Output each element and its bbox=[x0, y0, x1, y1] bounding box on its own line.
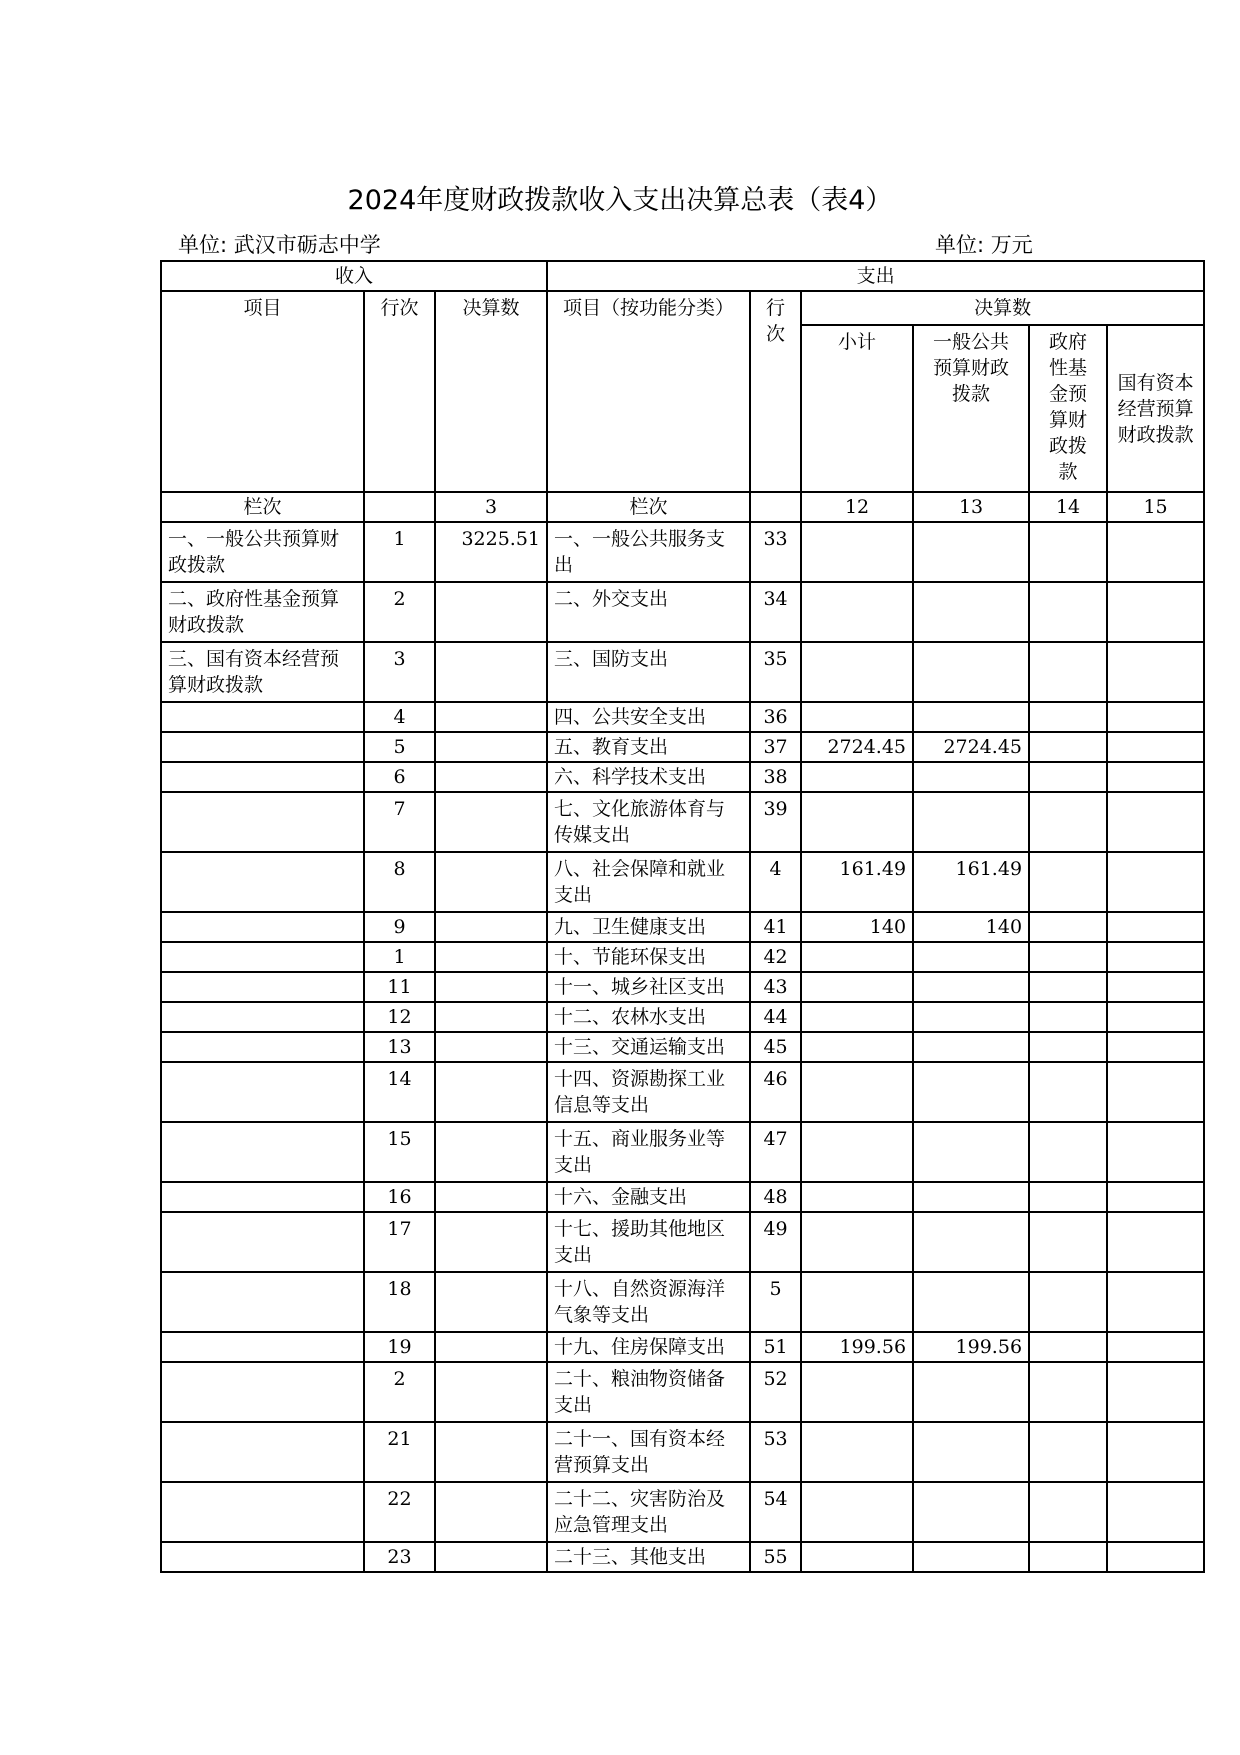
expense-general-budget bbox=[913, 762, 1029, 792]
expense-state-capital bbox=[1107, 1182, 1204, 1212]
expense-general-budget bbox=[913, 1002, 1029, 1032]
table-row bbox=[161, 1122, 1204, 1182]
income-item bbox=[161, 732, 364, 762]
expense-state-capital bbox=[1107, 972, 1204, 1002]
expense-row-no: 33 bbox=[750, 522, 801, 582]
expense-item: 八、社会保障和就业支出 bbox=[547, 852, 750, 912]
expense-general-budget bbox=[913, 1482, 1029, 1542]
expense-item: 四、公共安全支出 bbox=[547, 702, 750, 732]
expense-state-capital bbox=[1107, 732, 1204, 762]
subtotal-header: 小计 bbox=[801, 325, 913, 492]
table-row bbox=[161, 1422, 1204, 1482]
expense-general-budget bbox=[913, 642, 1029, 702]
table-row bbox=[161, 522, 1204, 582]
table-header bbox=[161, 261, 1204, 522]
expense-state-capital bbox=[1107, 1062, 1204, 1122]
expense-state-capital bbox=[1107, 1362, 1204, 1422]
expense-item: 十四、资源勘探工业信息等支出 bbox=[547, 1062, 750, 1122]
expense-item: 三、国防支出 bbox=[547, 642, 750, 702]
expense-general-budget: 2724.45 bbox=[913, 732, 1029, 762]
general-budget-header: 一般公共预算财政拨款 bbox=[913, 325, 1029, 492]
expense-row-no: 37 bbox=[750, 732, 801, 762]
expense-subtotal bbox=[801, 1122, 913, 1182]
table-row bbox=[161, 1182, 1204, 1212]
expense-row-no: 38 bbox=[750, 762, 801, 792]
income-item bbox=[161, 972, 364, 1002]
expense-row-no: 51 bbox=[750, 1332, 801, 1362]
expense-general-budget bbox=[913, 1182, 1029, 1212]
expense-item-header: 项目（按功能分类） bbox=[547, 291, 750, 492]
expense-general-budget bbox=[913, 1422, 1029, 1482]
income-row-no: 9 bbox=[364, 912, 435, 942]
income-item bbox=[161, 1062, 364, 1122]
expense-general-budget: 199.56 bbox=[913, 1332, 1029, 1362]
income-item bbox=[161, 912, 364, 942]
income-amount bbox=[435, 1122, 547, 1182]
income-row-no: 11 bbox=[364, 972, 435, 1002]
expense-general-budget bbox=[913, 1542, 1029, 1572]
table-row bbox=[161, 702, 1204, 732]
expense-item: 十七、援助其他地区支出 bbox=[547, 1212, 750, 1272]
expense-item: 十三、交通运输支出 bbox=[547, 1032, 750, 1062]
expense-general-budget: 161.49 bbox=[913, 852, 1029, 912]
expense-row-no: 55 bbox=[750, 1542, 801, 1572]
income-amount bbox=[435, 642, 547, 702]
expense-item: 九、卫生健康支出 bbox=[547, 912, 750, 942]
income-item bbox=[161, 1002, 364, 1032]
state-capital-header: 国有资本经营预算财政拨款 bbox=[1107, 325, 1204, 492]
expense-section-header: 支出 bbox=[547, 261, 1204, 291]
expense-row-no: 49 bbox=[750, 1212, 801, 1272]
expense-state-capital bbox=[1107, 762, 1204, 792]
table-row bbox=[161, 582, 1204, 642]
expense-item: 十六、金融支出 bbox=[547, 1182, 750, 1212]
expense-state-capital bbox=[1107, 912, 1204, 942]
expense-general-budget bbox=[913, 1212, 1029, 1272]
expense-subtotal bbox=[801, 522, 913, 582]
income-item-header: 项目 bbox=[161, 291, 364, 492]
income-item bbox=[161, 702, 364, 732]
expense-subtotal: 2724.45 bbox=[801, 732, 913, 762]
table-row bbox=[161, 942, 1204, 972]
expense-amount-header: 决算数 bbox=[801, 291, 1204, 325]
income-amount: 3225.51 bbox=[435, 522, 547, 582]
income-item bbox=[161, 762, 364, 792]
expense-item: 七、文化旅游体育与传媒支出 bbox=[547, 792, 750, 852]
expense-subtotal bbox=[801, 942, 913, 972]
table-row bbox=[161, 1362, 1204, 1422]
expense-gov-fund bbox=[1029, 1362, 1107, 1422]
table-row bbox=[161, 1482, 1204, 1542]
income-row-no: 5 bbox=[364, 732, 435, 762]
expense-row-no: 42 bbox=[750, 942, 801, 972]
unit-organization: 单位: 武汉市砺志中学 bbox=[178, 233, 381, 257]
table-row bbox=[161, 1272, 1204, 1332]
expense-gov-fund bbox=[1029, 1062, 1107, 1122]
income-row-no: 2 bbox=[364, 1362, 435, 1422]
income-row-no: 23 bbox=[364, 1542, 435, 1572]
expense-row-no: 54 bbox=[750, 1482, 801, 1542]
expense-item: 二十三、其他支出 bbox=[547, 1542, 750, 1572]
expense-item: 二十一、国有资本经营预算支出 bbox=[547, 1422, 750, 1482]
income-amount bbox=[435, 1272, 547, 1332]
expense-row-no: 53 bbox=[750, 1422, 801, 1482]
expense-subtotal bbox=[801, 1032, 913, 1062]
expense-general-budget: 140 bbox=[913, 912, 1029, 942]
income-row-no: 14 bbox=[364, 1062, 435, 1122]
expense-general-budget bbox=[913, 522, 1029, 582]
expense-state-capital bbox=[1107, 1122, 1204, 1182]
expense-row-no: 39 bbox=[750, 792, 801, 852]
expense-row-no: 52 bbox=[750, 1362, 801, 1422]
expense-gov-fund bbox=[1029, 1422, 1107, 1482]
table-row bbox=[161, 1062, 1204, 1122]
table-row bbox=[161, 912, 1204, 942]
income-row-no: 17 bbox=[364, 1212, 435, 1272]
income-row-no: 12 bbox=[364, 1002, 435, 1032]
expense-row-no: 46 bbox=[750, 1062, 801, 1122]
income-row-no: 2 bbox=[364, 582, 435, 642]
expense-gov-fund bbox=[1029, 1032, 1107, 1062]
expense-subtotal bbox=[801, 702, 913, 732]
expense-item: 十一、城乡社区支出 bbox=[547, 972, 750, 1002]
expense-gov-fund bbox=[1029, 1482, 1107, 1542]
col-number-empty bbox=[364, 492, 435, 522]
income-amount bbox=[435, 1332, 547, 1362]
expense-gov-fund bbox=[1029, 1332, 1107, 1362]
income-amount bbox=[435, 582, 547, 642]
income-row-no: 21 bbox=[364, 1422, 435, 1482]
expense-state-capital bbox=[1107, 1212, 1204, 1272]
expense-item: 五、教育支出 bbox=[547, 732, 750, 762]
expense-gov-fund bbox=[1029, 1002, 1107, 1032]
expense-item: 十二、农林水支出 bbox=[547, 1002, 750, 1032]
col-number-exp-empty bbox=[750, 492, 801, 522]
expense-row-no: 43 bbox=[750, 972, 801, 1002]
income-row-no: 15 bbox=[364, 1122, 435, 1182]
expense-gov-fund bbox=[1029, 1272, 1107, 1332]
expense-state-capital bbox=[1107, 1272, 1204, 1332]
expense-gov-fund bbox=[1029, 972, 1107, 1002]
expense-gov-fund bbox=[1029, 762, 1107, 792]
expense-item: 六、科学技术支出 bbox=[547, 762, 750, 792]
expense-row-no: 4 bbox=[750, 852, 801, 912]
expense-item: 二十二、灾害防治及应急管理支出 bbox=[547, 1482, 750, 1542]
expense-gov-fund bbox=[1029, 792, 1107, 852]
income-item bbox=[161, 1272, 364, 1332]
table-row bbox=[161, 1332, 1204, 1362]
table-row bbox=[161, 972, 1204, 1002]
income-amount bbox=[435, 852, 547, 912]
expense-general-budget bbox=[913, 1362, 1029, 1422]
col-number-subtotal: 12 bbox=[801, 492, 913, 522]
expense-subtotal bbox=[801, 582, 913, 642]
expense-gov-fund bbox=[1029, 1542, 1107, 1572]
expense-state-capital bbox=[1107, 522, 1204, 582]
expense-subtotal bbox=[801, 972, 913, 1002]
col-number-label: 栏次 bbox=[161, 492, 364, 522]
income-item bbox=[161, 1032, 364, 1062]
expense-general-budget bbox=[913, 582, 1029, 642]
expense-row-no: 5 bbox=[750, 1272, 801, 1332]
expense-state-capital bbox=[1107, 792, 1204, 852]
expense-gov-fund bbox=[1029, 912, 1107, 942]
table-row bbox=[161, 1002, 1204, 1032]
income-amount bbox=[435, 702, 547, 732]
expense-row-no: 48 bbox=[750, 1182, 801, 1212]
expense-item: 十九、住房保障支出 bbox=[547, 1332, 750, 1362]
expense-state-capital bbox=[1107, 1332, 1204, 1362]
income-item bbox=[161, 1542, 364, 1572]
col-number-general-budget: 13 bbox=[913, 492, 1029, 522]
income-row-no: 4 bbox=[364, 702, 435, 732]
expense-item: 十五、商业服务业等支出 bbox=[547, 1122, 750, 1182]
expense-subtotal bbox=[801, 792, 913, 852]
budget-table bbox=[160, 260, 1205, 1573]
income-amount bbox=[435, 762, 547, 792]
expense-general-budget bbox=[913, 972, 1029, 1002]
expense-subtotal bbox=[801, 1002, 913, 1032]
expense-subtotal: 140 bbox=[801, 912, 913, 942]
expense-subtotal bbox=[801, 1272, 913, 1332]
income-amount bbox=[435, 732, 547, 762]
expense-subtotal bbox=[801, 642, 913, 702]
expense-row-no: 45 bbox=[750, 1032, 801, 1062]
income-item bbox=[161, 1362, 364, 1422]
expense-row-no: 44 bbox=[750, 1002, 801, 1032]
table-row bbox=[161, 792, 1204, 852]
table-body bbox=[161, 522, 1204, 1572]
expense-row-no: 35 bbox=[750, 642, 801, 702]
income-amount bbox=[435, 1542, 547, 1572]
expense-item: 十八、自然资源海洋气象等支出 bbox=[547, 1272, 750, 1332]
income-amount bbox=[435, 1482, 547, 1542]
expense-general-budget bbox=[913, 942, 1029, 972]
expense-state-capital bbox=[1107, 1542, 1204, 1572]
table-row bbox=[161, 762, 1204, 792]
expense-subtotal bbox=[801, 1182, 913, 1212]
income-section-header: 收入 bbox=[161, 261, 547, 291]
expense-state-capital bbox=[1107, 1482, 1204, 1542]
unit-currency: 单位: 万元 bbox=[935, 233, 1033, 257]
expense-state-capital bbox=[1107, 1002, 1204, 1032]
income-row-no: 1 bbox=[364, 942, 435, 972]
page-title: 2024年度财政拨款收入支出决算总表（表4） bbox=[347, 185, 893, 216]
income-item bbox=[161, 1122, 364, 1182]
gov-fund-header: 政府性基金预算财政拨款 bbox=[1029, 325, 1107, 492]
income-item bbox=[161, 942, 364, 972]
income-amount bbox=[435, 972, 547, 1002]
income-item bbox=[161, 1482, 364, 1542]
income-amount bbox=[435, 1182, 547, 1212]
income-item: 二、政府性基金预算财政拨款 bbox=[161, 582, 364, 642]
col-number-income-amount: 3 bbox=[435, 492, 547, 522]
income-amount-header: 决算数 bbox=[435, 291, 547, 492]
income-amount bbox=[435, 942, 547, 972]
income-item bbox=[161, 1422, 364, 1482]
expense-state-capital bbox=[1107, 702, 1204, 732]
income-amount bbox=[435, 1362, 547, 1422]
expense-row-no-header: 行次 bbox=[750, 291, 801, 492]
expense-subtotal: 161.49 bbox=[801, 852, 913, 912]
income-amount bbox=[435, 792, 547, 852]
expense-state-capital bbox=[1107, 642, 1204, 702]
expense-general-budget bbox=[913, 792, 1029, 852]
income-row-no: 16 bbox=[364, 1182, 435, 1212]
expense-item: 十、节能环保支出 bbox=[547, 942, 750, 972]
expense-item: 一、一般公共服务支出 bbox=[547, 522, 750, 582]
income-item bbox=[161, 1212, 364, 1272]
expense-subtotal bbox=[801, 762, 913, 792]
expense-subtotal: 199.56 bbox=[801, 1332, 913, 1362]
income-amount bbox=[435, 1032, 547, 1062]
income-row-no: 19 bbox=[364, 1332, 435, 1362]
table-row bbox=[161, 732, 1204, 762]
income-row-no: 3 bbox=[364, 642, 435, 702]
expense-general-budget bbox=[913, 702, 1029, 732]
expense-item: 二十、粮油物资储备支出 bbox=[547, 1362, 750, 1422]
income-row-no-header: 行次 bbox=[364, 291, 435, 492]
income-amount bbox=[435, 1002, 547, 1032]
expense-general-budget bbox=[913, 1032, 1029, 1062]
col-number-exp-label: 栏次 bbox=[547, 492, 750, 522]
expense-general-budget bbox=[913, 1062, 1029, 1122]
col-number-gov-fund: 14 bbox=[1029, 492, 1107, 522]
income-amount bbox=[435, 1422, 547, 1482]
income-row-no: 7 bbox=[364, 792, 435, 852]
income-item: 一、一般公共预算财政拨款 bbox=[161, 522, 364, 582]
income-row-no: 13 bbox=[364, 1032, 435, 1062]
table-row bbox=[161, 1212, 1204, 1272]
income-item bbox=[161, 1182, 364, 1212]
income-amount bbox=[435, 1212, 547, 1272]
expense-general-budget bbox=[913, 1122, 1029, 1182]
income-item bbox=[161, 1332, 364, 1362]
income-amount bbox=[435, 912, 547, 942]
expense-state-capital bbox=[1107, 1032, 1204, 1062]
income-row-no: 22 bbox=[364, 1482, 435, 1542]
income-item bbox=[161, 792, 364, 852]
expense-gov-fund bbox=[1029, 852, 1107, 912]
expense-gov-fund bbox=[1029, 1182, 1107, 1212]
expense-row-no: 36 bbox=[750, 702, 801, 732]
expense-subtotal bbox=[801, 1542, 913, 1572]
expense-gov-fund bbox=[1029, 582, 1107, 642]
income-row-no: 8 bbox=[364, 852, 435, 912]
expense-state-capital bbox=[1107, 1422, 1204, 1482]
expense-gov-fund bbox=[1029, 1212, 1107, 1272]
expense-row-no: 41 bbox=[750, 912, 801, 942]
expense-general-budget bbox=[913, 1272, 1029, 1332]
table-row bbox=[161, 642, 1204, 702]
expense-gov-fund bbox=[1029, 1122, 1107, 1182]
table-row bbox=[161, 1542, 1204, 1572]
expense-subtotal bbox=[801, 1212, 913, 1272]
table-row bbox=[161, 1032, 1204, 1062]
expense-gov-fund bbox=[1029, 942, 1107, 972]
expense-row-no: 34 bbox=[750, 582, 801, 642]
expense-state-capital bbox=[1107, 852, 1204, 912]
expense-subtotal bbox=[801, 1482, 913, 1542]
income-item: 三、国有资本经营预算财政拨款 bbox=[161, 642, 364, 702]
income-row-no: 18 bbox=[364, 1272, 435, 1332]
expense-gov-fund bbox=[1029, 522, 1107, 582]
expense-gov-fund bbox=[1029, 732, 1107, 762]
expense-state-capital bbox=[1107, 582, 1204, 642]
expense-row-no: 47 bbox=[750, 1122, 801, 1182]
income-row-no: 1 bbox=[364, 522, 435, 582]
income-row-no: 6 bbox=[364, 762, 435, 792]
expense-subtotal bbox=[801, 1362, 913, 1422]
col-number-state-capital: 15 bbox=[1107, 492, 1204, 522]
expense-gov-fund bbox=[1029, 642, 1107, 702]
expense-state-capital bbox=[1107, 942, 1204, 972]
expense-item: 二、外交支出 bbox=[547, 582, 750, 642]
expense-gov-fund bbox=[1029, 702, 1107, 732]
income-amount bbox=[435, 1062, 547, 1122]
expense-subtotal bbox=[801, 1422, 913, 1482]
expense-subtotal bbox=[801, 1062, 913, 1122]
table-row bbox=[161, 852, 1204, 912]
income-item bbox=[161, 852, 364, 912]
